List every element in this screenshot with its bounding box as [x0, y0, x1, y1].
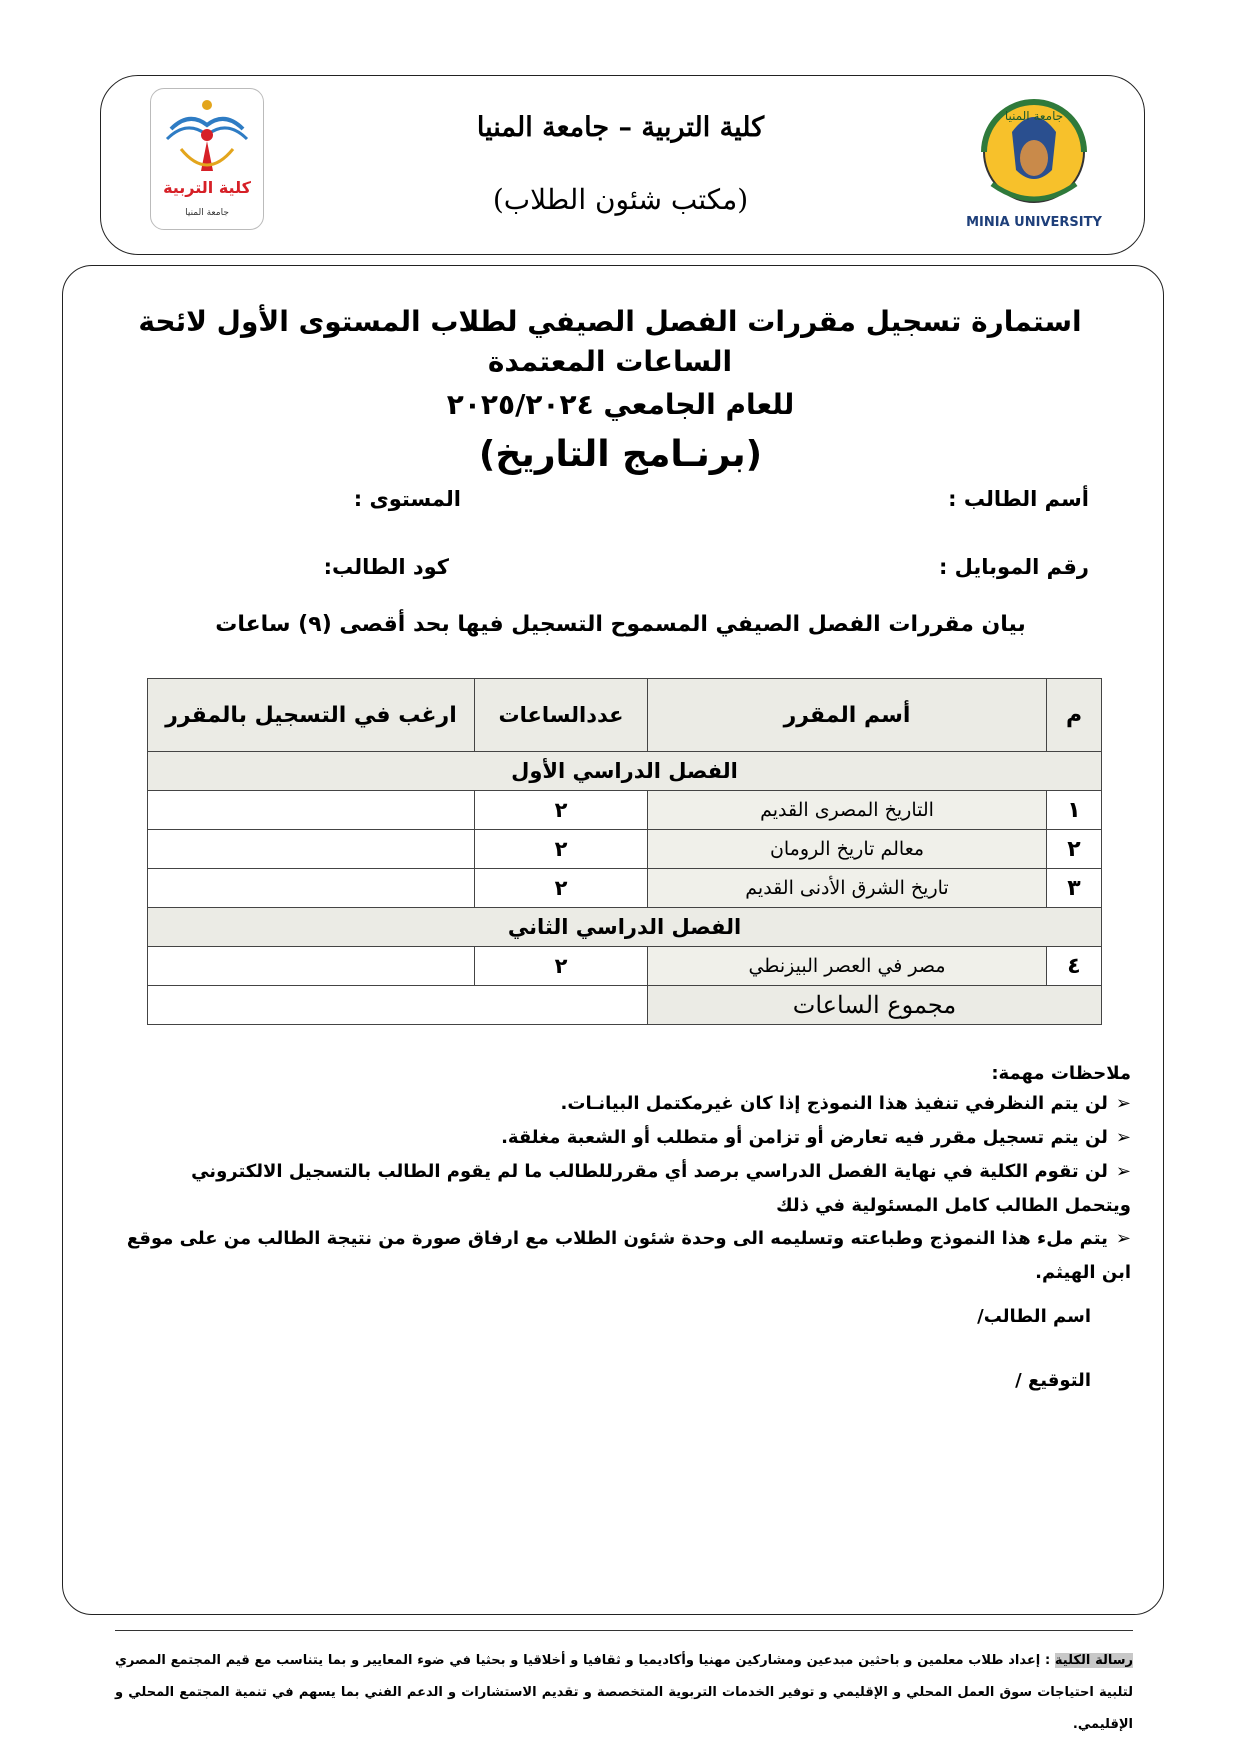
total-hours-value[interactable]	[148, 986, 648, 1025]
row-num: ٣	[1047, 869, 1102, 908]
row-num: ٤	[1047, 947, 1102, 986]
arrow-icon: ➢	[1115, 1127, 1131, 1148]
note-item: ➢لن يتم تسجيل مقرر فيه تعارض أو تزامن أو متطلب أو الشعبة مغلقة.	[501, 1121, 1131, 1155]
academic-year: للعام الجامعي ٢٠٢٥/٢٠٢٤	[446, 388, 795, 421]
table-row	[148, 830, 1102, 869]
semester-2-label: الفصل الدراسي الثاني	[148, 908, 1102, 947]
note-item: ➢لن يتم النظرفي تنفيذ هذا النموذج إذا كان غيرمكتمل البيانـات.	[561, 1087, 1131, 1121]
register-cell[interactable]	[148, 947, 475, 986]
semester-row	[148, 752, 1102, 791]
university-logo	[962, 92, 1106, 232]
header-hours: عددالساعات	[475, 679, 648, 752]
note-item: ➢يتم ملء هذا النموذج وطباعته وتسليمه الى وحدة شئون الطلاب مع ارفاق صورة من نتيجة الطالب من على موقع ابن الهيثم.	[122, 1222, 1131, 1290]
svg-text:كلية التربية: كلية التربية	[163, 178, 251, 197]
register-cell[interactable]	[148, 869, 475, 908]
program-name: (برنـامج التاريخ)	[478, 434, 763, 475]
signature-field: التوقيع /	[1015, 1370, 1091, 1391]
semester-1-label: الفصل الدراسي الأول	[148, 752, 1102, 791]
footer-divider	[115, 1630, 1133, 1631]
row-num: ٢	[1047, 830, 1102, 869]
course-name: مصر في العصر البيزنطي	[648, 947, 1047, 986]
notes-heading: ملاحظات مهمة:	[991, 1063, 1131, 1084]
courses-table	[147, 678, 1102, 1025]
arrow-icon: ➢	[1115, 1093, 1131, 1114]
course-hours: ٢	[475, 791, 648, 830]
svg-text:MINIA UNIVERSITY: MINIA UNIVERSITY	[966, 215, 1102, 230]
level-field: المستوى :	[353, 487, 461, 511]
total-row	[148, 986, 1102, 1025]
college-title: كلية التربية – جامعة المنيا	[476, 112, 765, 143]
table-header-row	[148, 679, 1102, 752]
svg-text:جامعة المنيا: جامعة المنيا	[1004, 109, 1064, 123]
student-code-field: كود الطالب:	[323, 555, 449, 579]
table-row	[148, 791, 1102, 830]
form-title: استمارة تسجيل مقررات الفصل الصيفي لطلاب المستوى الأول لائحة الساعات المعتمدة	[138, 305, 1082, 378]
office-title: (مكتب شئون الطلاب)	[492, 183, 749, 216]
course-hours: ٢	[475, 947, 648, 986]
mission-text: : إعداد طلاب معلمين و باحثين مبدعين ومشاركين مهنيا وأكاديميا و ثقافيا و أخلاقيا و بحثيا في ضوء المعايير و بما يتناسب مع قيم المجتمع المصري لتلبية احتياجات سوق العمل المحلي و الإقليمي و توفير الخدمات التربوية المتخصصة و تقديم الاستشارات و الدعم الفني بما يسهم في تنمية المجتمع المحلي و الإقليمي.	[115, 1653, 1133, 1732]
header-course: أسم المقرر	[648, 679, 1047, 752]
total-hours-label: مجموع الساعات	[648, 986, 1102, 1025]
mission-label: رسالة الكلية	[1054, 1653, 1133, 1668]
course-name: معالم تاريخ الرومان	[648, 830, 1047, 869]
student-name-signature: اسم الطالب/	[977, 1306, 1091, 1327]
table-row	[148, 947, 1102, 986]
note-item: ➢لن تقوم الكلية في نهاية الفصل الدراسي برصد أي مقررللطالب ما لم يقوم الطالب بالتسجيل الالكتروني ويتحمل الطالب كامل المسئولية في ذلك	[122, 1155, 1131, 1223]
course-hours: ٢	[475, 830, 648, 869]
table-row	[148, 869, 1102, 908]
mobile-field: رقم الموبايل :	[938, 555, 1089, 579]
course-name: التاريخ المصرى القديم	[648, 791, 1047, 830]
header-register: ارغب في التسجيل بالمقرر	[148, 679, 475, 752]
course-hours: ٢	[475, 869, 648, 908]
register-cell[interactable]	[148, 830, 475, 869]
courses-intro: بيان مقررات الفصل الصيفي المسموح التسجيل فيها بحد أقصى (٩) ساعات	[215, 612, 1026, 637]
row-num: ١	[1047, 791, 1102, 830]
course-name: تاريخ الشرق الأدنى القديم	[648, 869, 1047, 908]
college-mission	[115, 1645, 1133, 1741]
header-num: م	[1047, 679, 1102, 752]
svg-text:جامعة المنيا: جامعة المنيا	[185, 208, 229, 218]
semester-row	[148, 908, 1102, 947]
arrow-icon: ➢	[1115, 1161, 1131, 1182]
arrow-icon: ➢	[1115, 1228, 1131, 1249]
student-name-field: أسم الطالب :	[948, 487, 1089, 511]
register-cell[interactable]	[148, 791, 475, 830]
